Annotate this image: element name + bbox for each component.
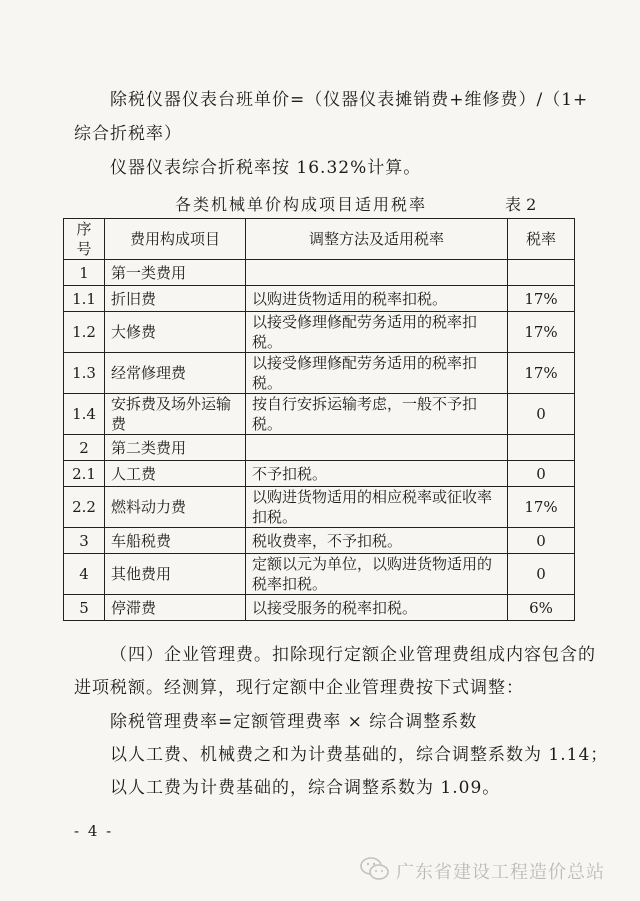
row-method: 以接受服务的税率扣税。 [246,595,508,621]
row-no: 2.2 [64,487,105,528]
row-item: 停滞费 [105,595,246,621]
row-item: 经常修理费 [105,353,246,394]
watermark [360,854,630,884]
table-title: 各类机械单价构成项目适用税率 [175,195,428,214]
row-item: 安拆费及场外运输费 [105,394,246,435]
tax-rate-table [63,218,575,621]
row-method: 以购进货物适用的相应税率或征收率扣税。 [246,487,508,528]
header-item: 费用构成项目 [105,219,246,260]
row-rate: 0 [508,461,575,487]
table-row [64,461,575,487]
row-rate: 0 [508,394,575,435]
row-item: 第二类费用 [105,435,246,461]
row-rate: 0 [508,528,575,554]
row-no: 1 [64,260,105,286]
row-no: 1.4 [64,394,105,435]
row-method: 税收费率，不予扣税。 [246,528,508,554]
row-rate [508,260,575,286]
row-rate: 6% [508,595,575,621]
row-method [246,435,508,461]
row-item: 人工费 [105,461,246,487]
table-row [64,312,575,353]
row-no: 1.3 [64,353,105,394]
row-rate: 17% [508,353,575,394]
watermark-text: 广东省建设工程造价总站 [396,862,605,883]
row-rate: 17% [508,286,575,312]
row-rate [508,435,575,461]
management-fee-formula: 除税管理费率=定额管理费率 × 综合调整系数 [110,712,478,732]
row-item: 燃料动力费 [105,487,246,528]
header-no: 序号 [64,219,105,260]
wechat-icon [360,856,390,882]
table-row [64,286,575,312]
row-item: 折旧费 [105,286,246,312]
table-row [64,528,575,554]
row-method [246,260,508,286]
row-no: 1.2 [64,312,105,353]
row-method: 定额以元为单位，以购进货物适用的税率扣税。 [246,554,508,595]
table-row [64,554,575,595]
row-no: 1.1 [64,286,105,312]
coefficient-line-1: 以人工费、机械费之和为计费基础的，综合调整系数为 1.14； [110,745,609,765]
formula-line-2: 综合折税率） [74,124,182,144]
row-no: 2.1 [64,461,105,487]
coefficient-line-2: 以人工费为计费基础的，综合调整系数为 1.09。 [110,778,501,798]
row-method: 以购进货物适用的税率扣税。 [246,286,508,312]
management-fee-line-2: 进项税额。经测算，现行定额中企业管理费按下式调整： [74,678,524,698]
table-row [64,353,575,394]
row-item: 其他费用 [105,554,246,595]
row-rate: 17% [508,312,575,353]
table-row [64,595,575,621]
row-rate: 0 [508,554,575,595]
row-item: 车船税费 [105,528,246,554]
table-row [64,435,575,461]
row-method: 不予扣税。 [246,461,508,487]
row-method: 以接受修理修配劳务适用的税率扣税。 [246,353,508,394]
row-no: 3 [64,528,105,554]
row-no: 4 [64,554,105,595]
row-no: 5 [64,595,105,621]
table-header-row [64,219,575,260]
header-rate: 税率 [508,219,575,260]
row-rate: 17% [508,487,575,528]
table-row [64,260,575,286]
table-row [64,487,575,528]
header-method: 调整方法及适用税率 [246,219,508,260]
row-no: 2 [64,435,105,461]
row-item: 大修费 [105,312,246,353]
row-method: 以接受修理修配劳务适用的税率扣税。 [246,312,508,353]
table-row [64,394,575,435]
row-item: 第一类费用 [105,260,246,286]
row-method: 按自行安拆运输考虑，一般不予扣税。 [246,394,508,435]
management-fee-line-1: （四）企业管理费。扣除现行定额企业管理费组成内容包含的 [110,645,596,665]
table-number: 表 2 [505,195,537,214]
page-number: - 4 - [74,822,114,840]
rate-note: 仪器仪表综合折税率按 16.32%计算。 [110,158,422,178]
formula-line-1: 除税仪器仪表台班单价=（仪器仪表摊销费+维修费）/（1+ [110,90,589,110]
